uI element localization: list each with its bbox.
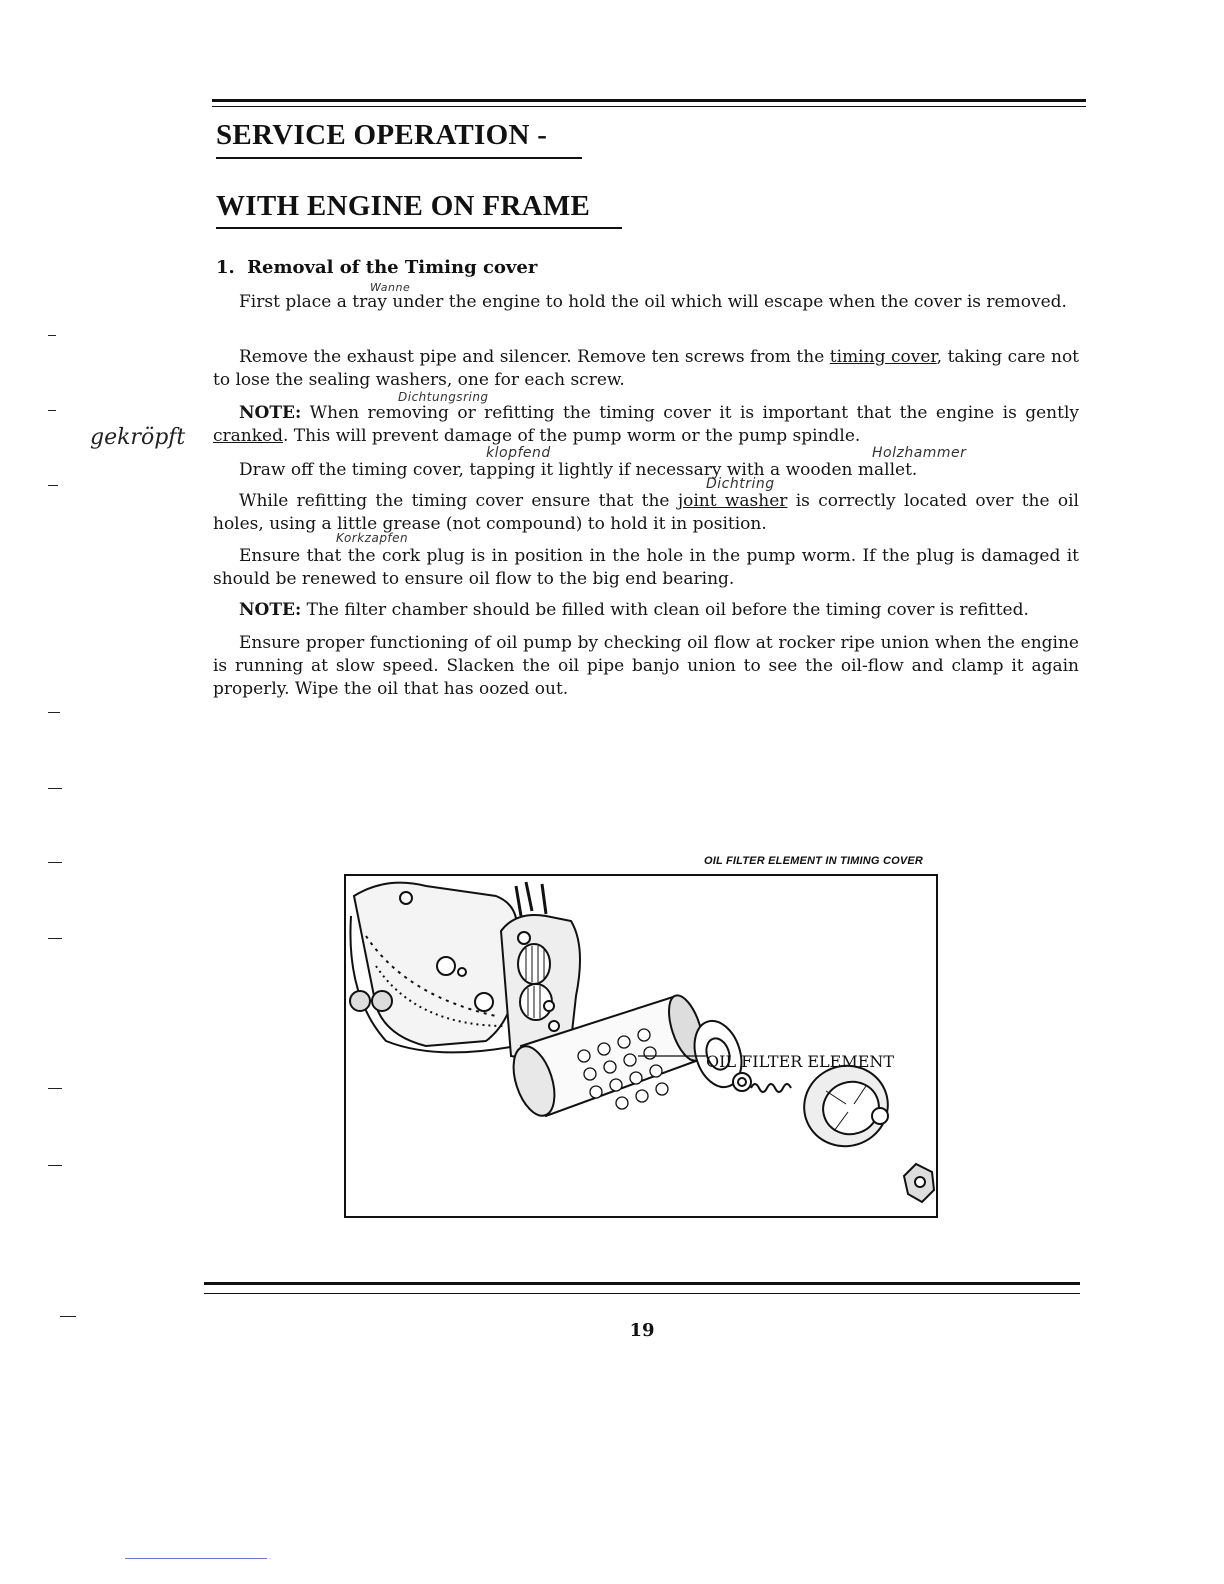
scan-mark xyxy=(48,485,58,486)
bottom-edge-line xyxy=(125,1558,267,1559)
heading-line-2: WITH ENGINE ON FRAME xyxy=(216,190,591,222)
scan-mark xyxy=(48,410,56,411)
scan-mark xyxy=(48,1165,62,1166)
paragraph-refitting: While refitting the timing cover ensure that the joint washer is correctly located over the oil holes, using a little grease (not compound) to hold it in position. xyxy=(213,491,1079,534)
cranked-underlined: cranked xyxy=(213,426,283,446)
joint-washer-underlined: joint washer xyxy=(677,491,788,511)
bottom-rule-thick xyxy=(204,1282,1080,1285)
scan-mark xyxy=(48,862,62,863)
note-label-1: NOTE: xyxy=(239,403,302,423)
heading-underline-1 xyxy=(216,157,582,159)
note-filter-chamber: NOTE: The filter chamber should be filled with clean oil before the timing cover is refitted. xyxy=(239,600,1029,620)
note-label-2: NOTE: xyxy=(239,600,302,620)
hw-tapping: klopfend xyxy=(486,445,551,461)
hw-tray: Wanne xyxy=(370,281,411,294)
heading-underline-2 xyxy=(216,227,622,229)
hw-mallet: Holzhammer xyxy=(872,445,967,461)
hw-margin-note: gekröpft xyxy=(90,425,186,450)
paragraph-draw-off: Draw off the timing cover, tapping it lightly if necessary with a wooden mallet. xyxy=(239,460,918,480)
hw-sealing: Dichtungsring xyxy=(398,390,489,404)
oil-filter-figure xyxy=(344,874,938,1218)
section-title xyxy=(216,257,537,278)
section-number: 1. xyxy=(216,257,235,278)
paragraph-oil-pump: Ensure proper functioning of oil pump by checking oil flow at rocker ripe union when the engine is running at slow speed. Slacken the oil pipe banjo union to see the oil-flow and clamp it again properly. Wipe the oil that has oozed out. xyxy=(213,633,1079,699)
scan-mark xyxy=(48,938,62,939)
scan-mark xyxy=(48,1088,62,1089)
note-cranking: NOTE: When removing or refitting the timing cover it is important that the engine is gently cranked. This will prevent damage of the pump worm or the pump spindle. xyxy=(213,403,1079,446)
figure-caption: OIL FILTER ELEMENT IN TIMING COVER xyxy=(704,855,924,867)
page-number: 19 xyxy=(629,1320,655,1341)
hw-cork: Korkzapfen xyxy=(336,531,409,545)
heading-line-1: SERVICE OPERATION - xyxy=(216,119,548,151)
scan-mark xyxy=(48,712,60,713)
scan-mark xyxy=(60,1316,76,1317)
bottom-rule-thin xyxy=(204,1293,1080,1294)
scan-mark xyxy=(48,335,56,336)
section-title-text: Removal of the Timing cover xyxy=(247,257,538,278)
timing-cover-illustration xyxy=(346,876,936,1216)
paragraph-exhaust: Remove the exhaust pipe and silencer. Remove ten screws from the timing cover, taking care not to lose the sealing washers, one for each screw. xyxy=(213,347,1080,390)
timing-cover-underlined: timing cover xyxy=(829,347,937,367)
scan-mark xyxy=(48,788,62,789)
top-rule-thick xyxy=(212,99,1086,102)
paragraph-cork-plug: Ensure that the cork plug is in position in the hole in the pump worm. If the plug is damaged it should be renewed to ensure oil flow to the big end bearing. xyxy=(213,546,1079,589)
paragraph-tray: First place a tray under the engine to hold the oil which will escape when the cover is removed. xyxy=(239,292,1067,312)
figure-label-oil-filter: OIL FILTER ELEMENT xyxy=(706,1052,895,1071)
top-rule-thin xyxy=(212,106,1086,107)
hw-washer: Dichtring xyxy=(706,476,775,492)
